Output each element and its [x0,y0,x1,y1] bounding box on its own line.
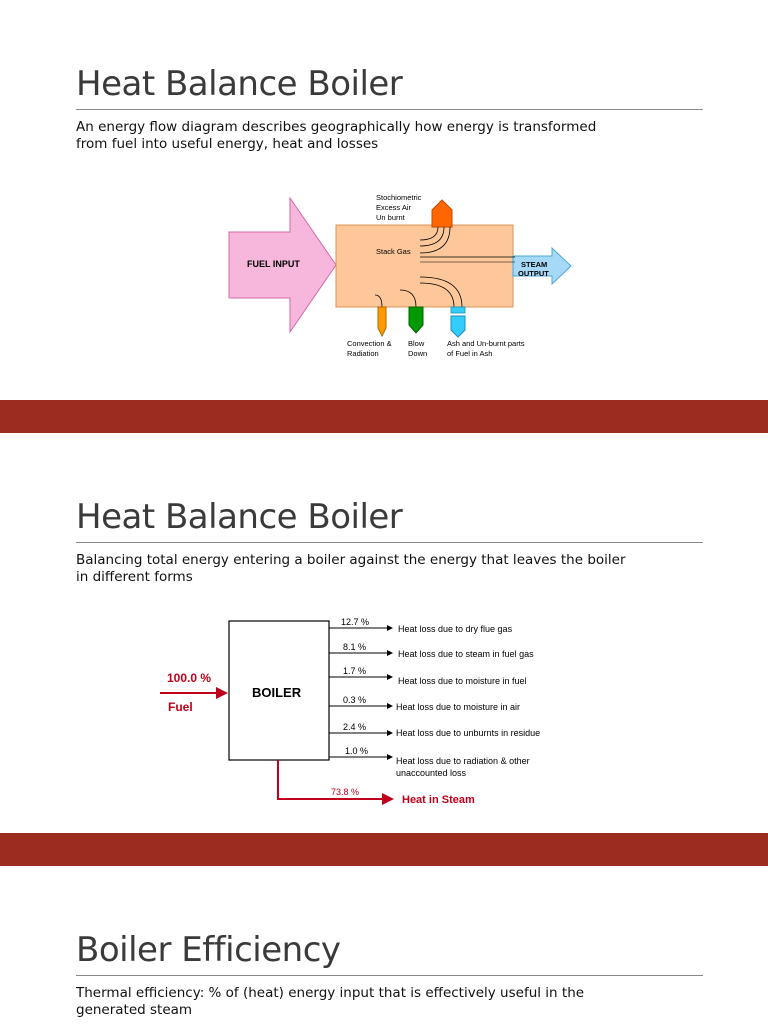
loss-label: Heat loss due to dry flue gas [398,624,513,634]
conv-label-1: Convection & [347,339,392,348]
top-label-1: Stochiometric [376,193,422,202]
loss-row [329,722,540,738]
slide-3-body-line-2: generated steam [76,1002,193,1018]
blowdown-outlet [409,307,423,333]
ash-label-1: Ash and Un-burnt parts [447,339,525,348]
loss-row [329,642,534,659]
blow-label-1: Blow [408,339,425,348]
loss-row [329,666,527,686]
top-label-3: Un burnt [376,213,405,222]
boiler-flow-box [336,225,513,307]
heat-balance-diagram [0,433,768,833]
fuel-input-percent: 100.0 % [167,671,212,685]
blow-label-2: Down [408,349,428,358]
slide-1 [0,0,768,400]
slide-3-body [76,985,676,1019]
slide-3-divider [76,975,703,976]
boiler-label: BOILER [252,685,302,700]
slide-2-body-line-1: Balancing total energy entering a boiler against the energy that leaves the boiler [76,552,626,568]
steam-output-label-2: OUTPUT [518,269,549,278]
loss-percent: 1.0 % [345,746,369,756]
slide-3-body-line-1: Thermal efficiency: % of (heat) energy input that is effectively useful in the [76,985,585,1001]
loss-row [329,695,520,712]
slide-separator-2 [0,833,768,866]
slide-1-body-line-2: from fuel into useful energy, heat and losses [76,136,379,152]
ash-outlet-top [451,307,465,313]
convection-outlet [378,307,386,336]
loss-label: Heat loss due to moisture in air [396,702,521,712]
conv-label-2: Radiation [347,349,379,358]
loss-percent: 0.3 % [343,695,367,705]
slide-3 [0,866,768,1024]
steam-label: Heat in Steam [402,794,475,806]
loss-row [329,617,513,634]
loss-percent: 2.4 % [343,722,367,732]
loss-percent: 8.1 % [343,642,367,652]
slide-2-title: Heat Balance Boiler [76,497,403,537]
steam-output-label-1: STEAM [521,260,548,269]
loss-percent: 1.7 % [343,666,367,676]
ash-label-2: of Fuel in Ash [447,349,493,358]
loss-percent: 12.7 % [341,617,370,627]
loss-label: Heat loss due to steam in fuel gas [398,649,534,659]
loss-row [329,746,530,778]
stack-gas-label: Stack Gas [376,247,411,256]
loss-label: Heat loss due to radiation & other [396,756,530,766]
slide-separator-1 [0,400,768,433]
stack-gas-outlet [432,200,452,227]
loss-label-line-2: unaccounted loss [396,768,467,778]
fuel-input-label: Fuel [168,700,193,714]
fuel-input-label: FUEL INPUT [247,259,300,269]
ash-outlet [451,316,465,337]
slide-1-body-line-1: An energy flow diagram describes geographically how energy is transformed [76,119,597,135]
slide-3-title: Boiler Efficiency [76,930,341,970]
top-label-2: Excess Air [376,203,412,212]
steam-percent: 73.8 % [331,787,360,797]
loss-label: Heat loss due to unburnts in residue [396,728,541,738]
slide-2-body-line-2: in different forms [76,569,193,585]
loss-label: Heat loss due to moisture in fuel [398,676,527,686]
slide-1-title: Heat Balance Boiler [76,64,403,104]
energy-flow-diagram [0,0,768,400]
slide-2 [0,433,768,833]
